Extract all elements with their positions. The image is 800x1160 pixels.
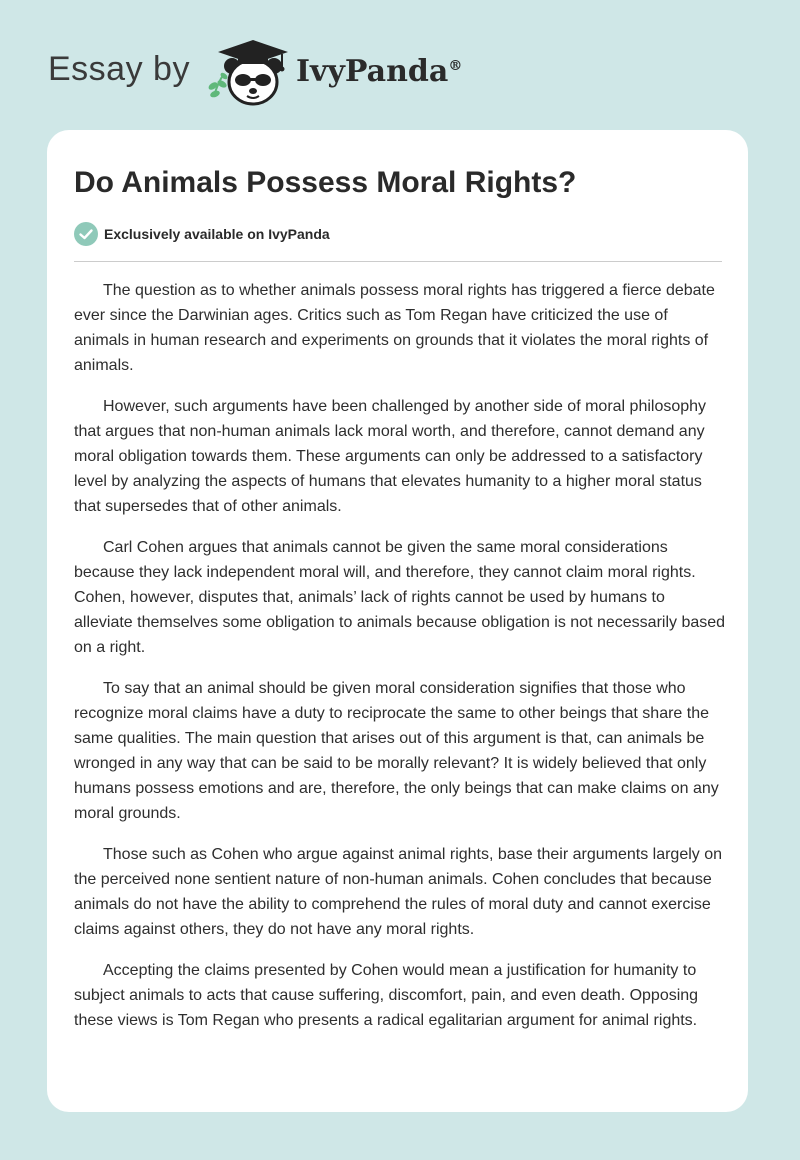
paragraph: The question as to whether animals possess moral rights has triggered a fierce debate ever since the Darwinian ages. Critics such as Tom Regan have criticized the use of animals in human research and experiments on grounds that it violates the moral rights of animals. <box>74 282 715 374</box>
brand-name[interactable]: IvyPanda® <box>296 54 463 89</box>
paragraph: To say that an animal should be given moral consideration signifies that those who recognize moral claims have a duty to reciprocate the same to other beings that share the same qualities. The main question that arises out of this argument is that, can animals be wronged in any way that can be said to be morally relevant? It is widely believed that only humans possess emotions and are, therefore, the only beings that can make claims on any moral grounds. <box>74 680 719 822</box>
site-header <box>48 36 568 108</box>
article-body <box>74 278 726 1049</box>
divider <box>74 261 722 262</box>
panda-logo-icon[interactable] <box>202 36 294 108</box>
essay-by-label: Essay by <box>48 50 190 88</box>
exclusive-badge <box>74 222 330 246</box>
check-circle-icon <box>74 222 98 246</box>
paragraph: However, such arguments have been challenged by another side of moral philosophy that argues that non-human animals lack moral worth, and therefore, cannot demand any moral obligation towards them. These arguments can only be addressed to a satisfactory level by analyzing the aspects of humans that elevates humanity to a higher moral status that supersedes that of other animals. <box>74 398 707 515</box>
paragraph: Accepting the claims presented by Cohen would mean a justification for humanity to subject animals to acts that cause suffering, discomfort, pain, and even death. Opposing these views is Tom Regan who presents a radical egalitarian argument for animal rights. <box>74 962 699 1029</box>
article-card <box>47 130 748 1112</box>
exclusive-badge-label: Exclusively available on IvyPanda <box>104 226 330 242</box>
registered-mark: ® <box>448 58 463 74</box>
paragraph: Carl Cohen argues that animals cannot be given the same moral considerations because they lack independent moral will, and therefore, they cannot claim moral rights. Cohen, however, disputes that, animals’ lack of rights cannot be used by humans to alleviate themselves some obligation to animals because obligation is not necessarily based on a right. <box>74 539 726 656</box>
paragraph: Those such as Cohen who argue against animal rights, base their arguments largely on the perceived none sentient nature of non-human animals. Cohen concludes that because animals do not have the ability to comprehend the rules of moral duty and cannot exercise claims against others, they do not have any moral rights. <box>74 846 723 938</box>
page-title: Do Animals Possess Moral Rights? <box>74 166 577 199</box>
